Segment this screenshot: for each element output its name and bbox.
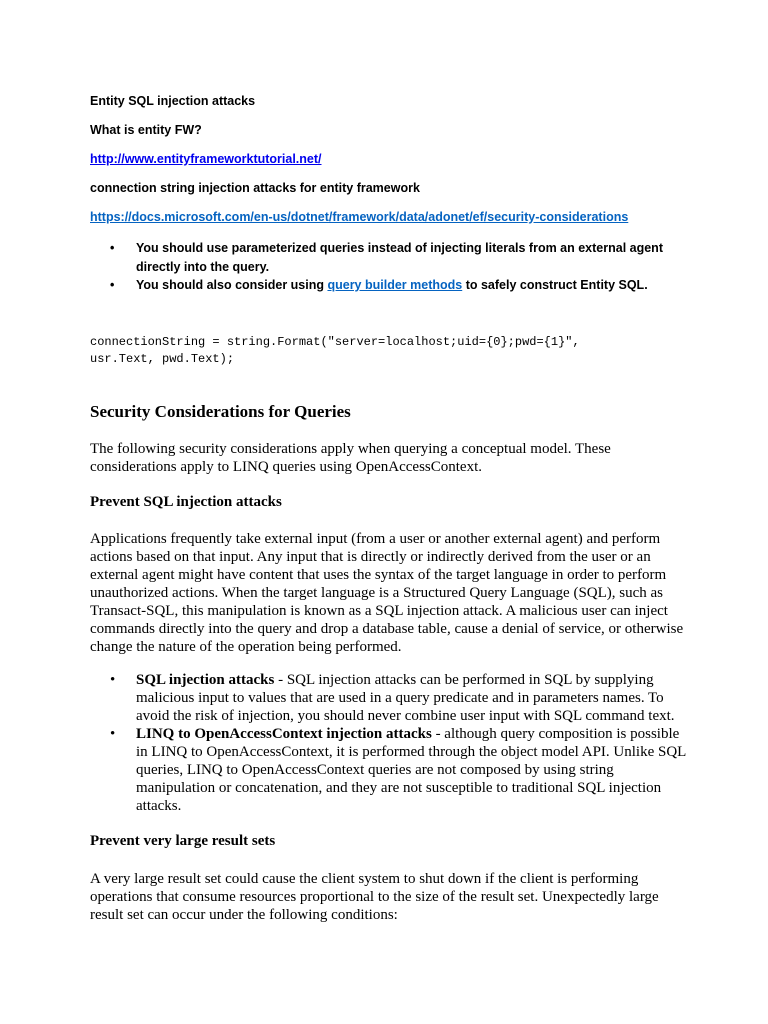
section-heading-large-results: Prevent very large result sets	[90, 833, 276, 849]
bullet-icon: •	[110, 672, 116, 688]
notes-bullet-text-post: to safely construct Entity SQL.	[462, 278, 648, 292]
notes-subtitle: connection string injection attacks for entity framework	[90, 181, 420, 195]
section-body-sql-injection: Applications frequently take external input (from a user or another external agent) and perform actions based on that input. Any input that is directly or indirectly derived from the user or an external agent might have content that uses the syntax of the target language in order to perform unauthorized actions. When the target language is a Structured Query Language (SQL), such as Transact-SQL, this manipulation is known as a SQL injection attack. A malicious user can inject commands directly into the query and drop a database table, cause a denial of service, or otherwise change the nature of the operation being performed.	[90, 531, 684, 655]
bullet-icon: •	[110, 726, 116, 742]
injection-type-term: SQL injection attacks	[136, 672, 275, 688]
notes-bullet-text: You should use parameterized queries instead of injecting literals from an external agent directly into the query.	[136, 241, 663, 274]
notes-question: What is entity FW?	[90, 123, 202, 137]
injection-type-item	[110, 671, 690, 725]
bullet-icon: •	[110, 241, 115, 255]
injection-type-term: LINQ to OpenAccessContext injection attacks	[136, 726, 432, 742]
section-heading-sql-injection: Prevent SQL injection attacks	[90, 494, 282, 510]
entityframework-tutorial-link[interactable]: http://www.entityframeworktutorial.net/	[90, 152, 322, 166]
article-intro: The following security considerations apply when querying a conceptual model. These considerations apply to LINQ queries using OpenAccessContext.	[90, 441, 611, 475]
article-heading: Security Considerations for Queries	[90, 402, 351, 421]
injection-type-text: - SQL injection attacks can be performed in SQL by supplying malicious input to values that are used in a query predicate and in parameters names. To avoid the risk of injection, you should never combine user input with SQL command text.	[136, 672, 675, 724]
security-considerations-link[interactable]: https://docs.microsoft.com/en-us/dotnet/framework/data/adonet/ef/security-considerations	[90, 210, 629, 224]
notes-bullet-item	[110, 276, 670, 295]
notes-title: Entity SQL injection attacks	[90, 94, 256, 108]
injection-type-text: - although query composition is possible in LINQ to OpenAccessContext, it is performed through the object model API. Unlike SQL queries, LINQ to OpenAccessContext queries are not composed by using string manipulation or concatenation, and they are not susceptible to traditional SQL injection attacks.	[136, 726, 686, 814]
notes-bullet-item	[110, 239, 670, 276]
injection-types-list	[110, 671, 690, 815]
injection-type-item	[110, 725, 690, 815]
query-builder-methods-link[interactable]: query builder methods	[327, 278, 463, 292]
notes-bullet-text-pre: You should also consider using	[136, 278, 328, 292]
notes-bullet-list	[110, 239, 670, 295]
bullet-icon: •	[110, 278, 115, 292]
section-body-large-results: A very large result set could cause the client system to shut down if the client is performing operations that consume resources proportional to the size of the result set. Unexpectedly large result set can occur under the following conditions:	[90, 871, 659, 923]
connection-string-code: connectionString = string.Format("server=localhost;uid={0};pwd={1}", usr.Text, pwd.Text);	[90, 335, 580, 366]
